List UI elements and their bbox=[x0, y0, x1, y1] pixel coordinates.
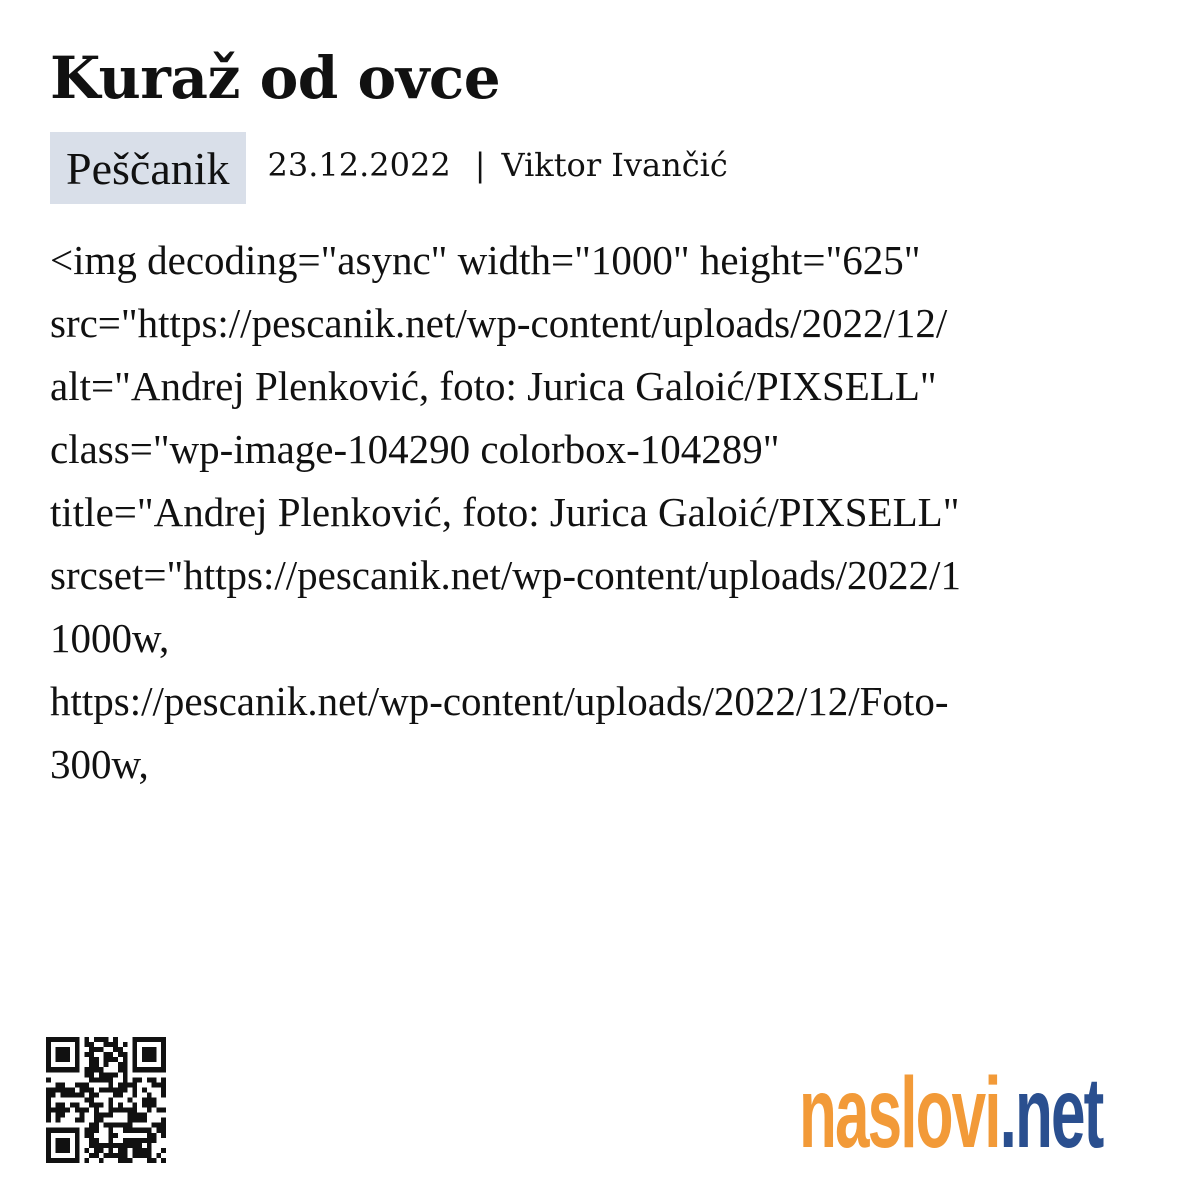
article-date: 23.12.2022 bbox=[267, 146, 451, 184]
article-author: Viktor Ivančić bbox=[501, 146, 728, 184]
source-badge[interactable]: Peščanik bbox=[50, 132, 246, 204]
meta-line bbox=[268, 146, 728, 184]
logo-text-naslovi: naslovi bbox=[799, 1057, 1000, 1169]
body-line: 300w, bbox=[50, 741, 149, 787]
body-line: https://pescanik.net/wp-content/uploads/2022/12/Foto- bbox=[50, 678, 949, 724]
qr-code-icon[interactable] bbox=[46, 1037, 166, 1163]
body-line: class="wp-image-104290 colorbox-104289" bbox=[50, 426, 780, 472]
article-meta bbox=[50, 132, 728, 204]
article-title: Kuraž od ovce bbox=[50, 44, 501, 112]
body-line: <img decoding="async" width="1000" height="625" bbox=[50, 237, 921, 283]
article-body bbox=[50, 229, 1200, 796]
meta-separator: | bbox=[474, 146, 486, 184]
logo-text-net: .net bbox=[999, 1057, 1103, 1169]
body-line: srcset="https://pescanik.net/wp-content/uploads/2022/1 bbox=[50, 552, 961, 598]
body-line: alt="Andrej Plenković, foto: Jurica Galoić/PIXSELL" bbox=[50, 363, 937, 409]
body-line: title="Andrej Plenković, foto: Jurica Galoić/PIXSELL" bbox=[50, 489, 960, 535]
body-line: 1000w, bbox=[50, 615, 170, 661]
naslovi-net-logo[interactable] bbox=[799, 1058, 1102, 1168]
body-line: src="https://pescanik.net/wp-content/uploads/2022/12/ bbox=[50, 300, 948, 346]
